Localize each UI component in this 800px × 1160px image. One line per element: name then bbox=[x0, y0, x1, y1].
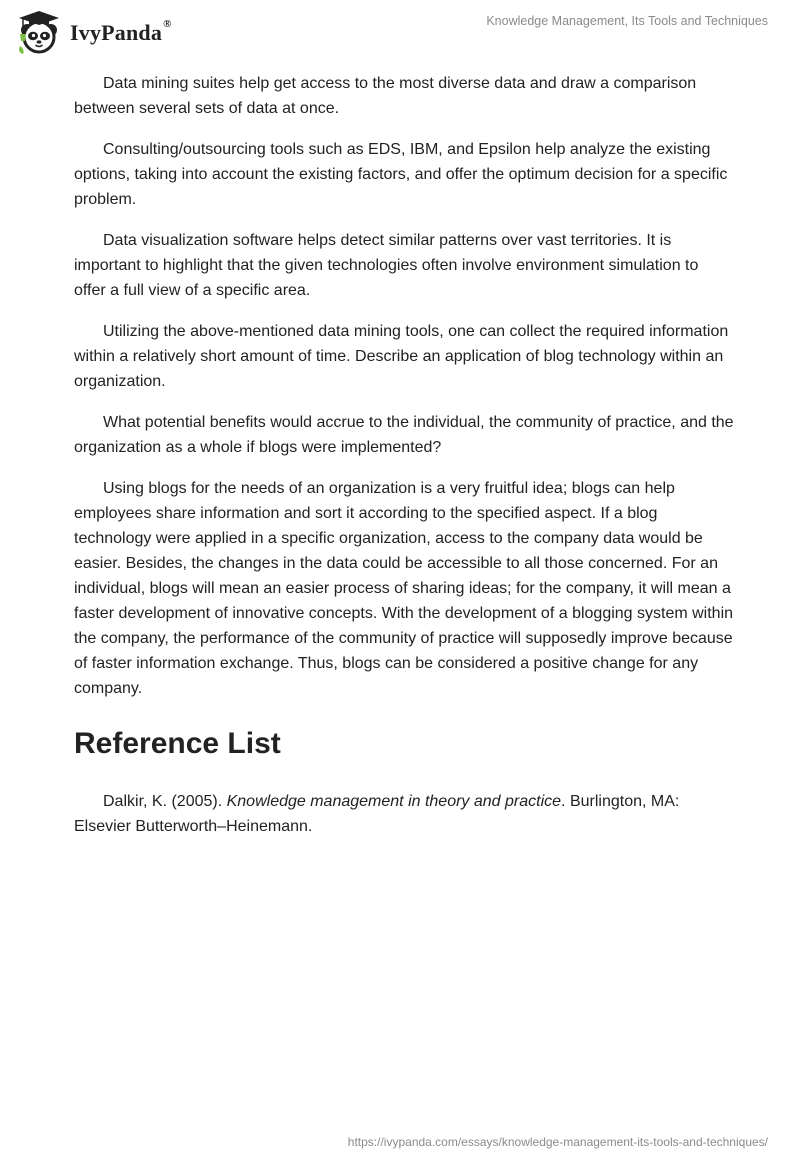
paragraph: Consulting/outsourcing tools such as EDS, IBM, and Epsilon help analyze the existing options, taking into account the existing factors, and offer the optimum decision for a specific problem. bbox=[74, 141, 728, 208]
paragraph: What potential benefits would accrue to the individual, the community of practice, and the organization as a whole if blogs were implemented? bbox=[74, 414, 734, 456]
reference-publisher: . Burlington, MA: Elsevier Butterworth–Heinemann. bbox=[74, 793, 680, 835]
page-header bbox=[0, 0, 800, 60]
paragraph: Data visualization software helps detect similar patterns over vast territories. It is important to highlight that the given technologies often involve environment simulation to offer a full view of a specific area. bbox=[74, 232, 699, 299]
panda-graduate-icon bbox=[14, 8, 64, 56]
source-url[interactable]: https://ivypanda.com/essays/knowledge-management-its-tools-and-techniques/ bbox=[347, 1135, 768, 1149]
reference-entry bbox=[74, 789, 734, 839]
reference-authors-year: Dalkir, K. (2005). bbox=[103, 793, 227, 810]
reference-title: Knowledge management in theory and practice bbox=[226, 793, 562, 810]
essay-body bbox=[74, 71, 734, 839]
reference-list-heading: Reference List bbox=[74, 727, 281, 760]
ivypanda-logo[interactable] bbox=[14, 8, 172, 56]
paragraph: Using blogs for the needs of an organization is a very fruitful idea; blogs can help employees share information and sort it according to the specified aspect. If a blog technology were applied in a specific organization, access to the company data would be easier. Besides, the changes in the data could be accessible to all those concerned. For an individual, blogs will mean an easier process of sharing ideas; for the company, it will mean a faster development of innovative concepts. With the development of a blogging system within the company, the performance of the community of practice will supposedly improve because of faster information exchange. Thus, blogs can be considered a positive change for any company. bbox=[74, 480, 734, 697]
paragraph: Utilizing the above-mentioned data mining tools, one can collect the required information within a relatively short amount of time. Describe an application of blog technology within an organization. bbox=[74, 323, 729, 390]
document-title: Knowledge Management, Its Tools and Techniques bbox=[486, 14, 768, 28]
paragraph: Data mining suites help get access to the most diverse data and draw a comparison between several sets of data at once. bbox=[74, 75, 697, 117]
brand-name: IvyPanda® bbox=[70, 18, 172, 45]
